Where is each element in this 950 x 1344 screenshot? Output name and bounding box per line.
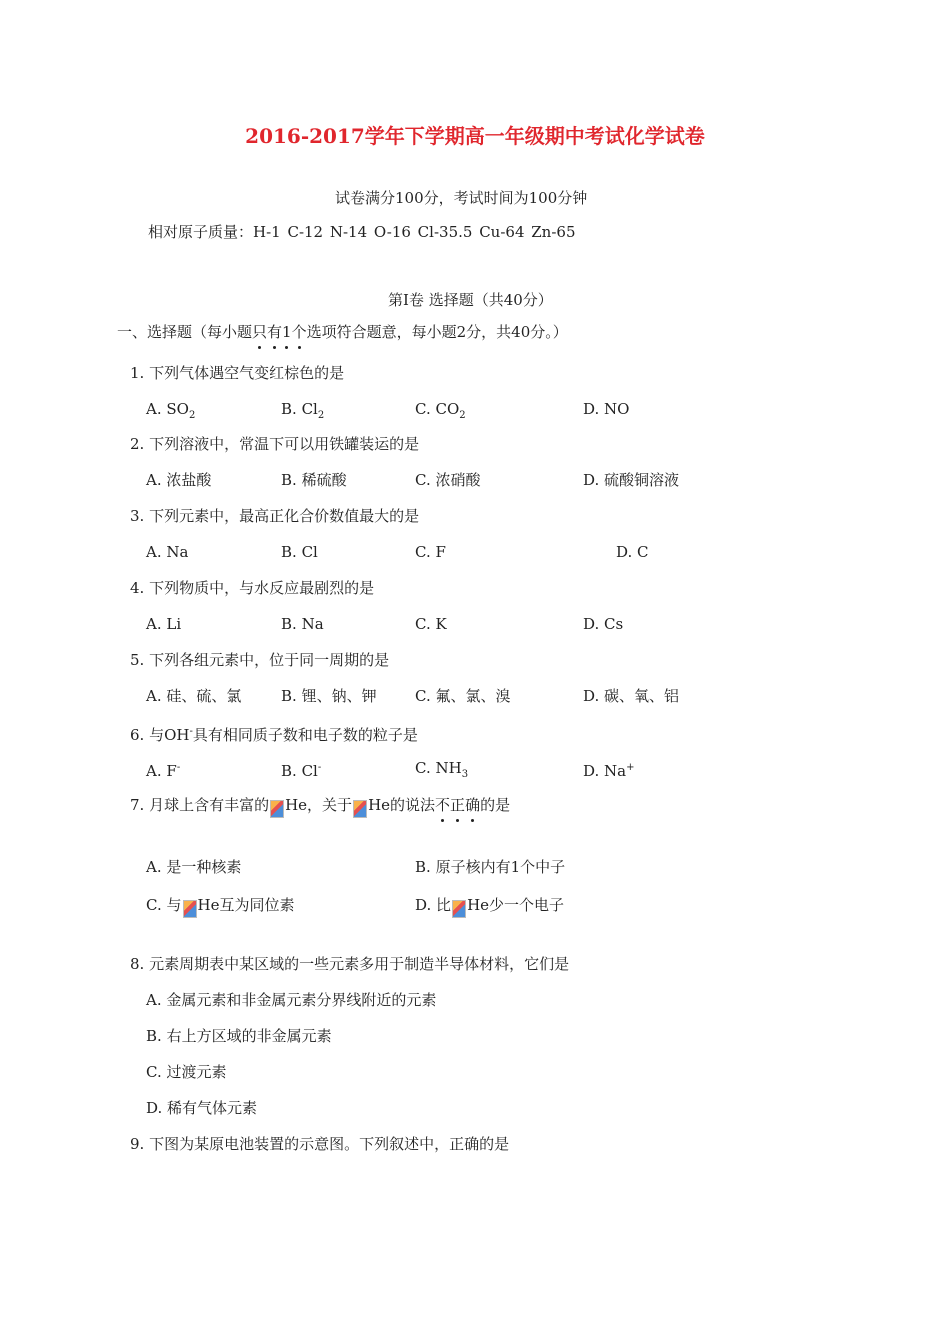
q7-option-b: B. 原子核内有1个中子 [415,858,566,876]
broken-image-icon [452,900,466,918]
q7-option-a: A. 是一种核素 [146,858,242,876]
q3-option-c: C. F [415,543,446,561]
q7-option-c: C. 与 He互为同位素 [146,895,294,918]
q8-option-d: D. 稀有气体元素 [146,1099,258,1117]
question-5-stem: 5. 下列各组元素中，位于同一周期的是 [130,651,390,669]
question-3-stem: 3. 下列元素中，最高正化合价数值最大的是 [130,507,420,525]
q5-option-d: D. 碳、氧、铝 [583,687,680,705]
q2-option-d: D. 硫酸铜溶液 [583,471,680,489]
q2-option-b: B. 稀硫酸 [281,471,347,489]
q1-option-d: D. NO [583,400,630,418]
broken-image-icon [353,800,367,818]
q1-option-a: A. $SO_2$ [146,400,196,421]
question-7-stem: 7. 月球上含有丰富的 He，关于 He的说法不正确的是 [130,795,510,818]
section-heading: 第Ⅰ卷 选择题（共40分） [388,291,553,309]
q5-option-c: C. 氟、氯、溴 [415,687,511,705]
q6-option-d: D. Na+ [583,762,635,780]
q4-option-a: A. Li [146,615,182,633]
broken-image-icon [183,900,197,918]
question-4-stem: 4. 下列物质中，与水反应最剧烈的是 [130,579,375,597]
section-instructions: 一、选择题（每小题只有1个选项符合题意，每小题2分，共40分。） [117,323,568,341]
question-1-stem: 1. 下列气体遇空气变红棕色的是 [130,364,345,382]
q6-option-b: B. Cl- [281,762,322,780]
q2-option-c: C. 浓硝酸 [415,471,481,489]
q6-option-a: A. F- [146,762,181,780]
q7-option-d: D. 比 He少一个电子 [415,895,564,918]
exam-time-info: 试卷满分100分，考试时间为100分钟 [335,189,588,207]
page-title: 2016-2017学年下学期高一年级期中考试化学试卷 [245,124,705,148]
q3-option-a: A. Na [146,543,189,561]
q4-option-d: D. Cs [583,615,624,633]
q8-option-b: B. 右上方区域的非金属元素 [146,1027,332,1045]
q6-option-c: C. $NH_3$ [415,759,469,780]
q4-option-c: C. K [415,615,447,633]
q1-option-b: B. $Cl_2$ [281,400,325,421]
question-8-stem: 8. 元素周期表中某区域的一些元素多用于制造半导体材料，它们是 [130,955,570,973]
q4-option-b: B. Na [281,615,324,633]
question-2-stem: 2. 下列溶液中，常温下可以用铁罐装运的是 [130,435,420,453]
q5-option-a: A. 硅、硫、氯 [146,687,242,705]
question-9-stem: 9. 下图为某原电池装置的示意图。下列叙述中，正确的是 [130,1135,510,1153]
q5-option-b: B. 锂、钠、钾 [281,687,377,705]
q2-option-a: A. 浓盐酸 [146,471,212,489]
q3-option-b: B. Cl [281,543,318,561]
q1-option-c: C. $CO_2$ [415,400,466,421]
q8-option-a: A. 金属元素和非金属元素分界线附近的元素 [146,991,437,1009]
broken-image-icon [270,800,284,818]
atomic-mass-line: 相对原子质量：H-1 C-12 N-14 O-16 Cl-35.5 Cu-64 Zn-65 [148,223,576,241]
question-6-stem: 6. 与OH-具有相同质子数和电子数的粒子是 [130,726,418,744]
q3-option-d: D. C [616,543,649,561]
q8-option-c: C. 过渡元素 [146,1063,227,1081]
